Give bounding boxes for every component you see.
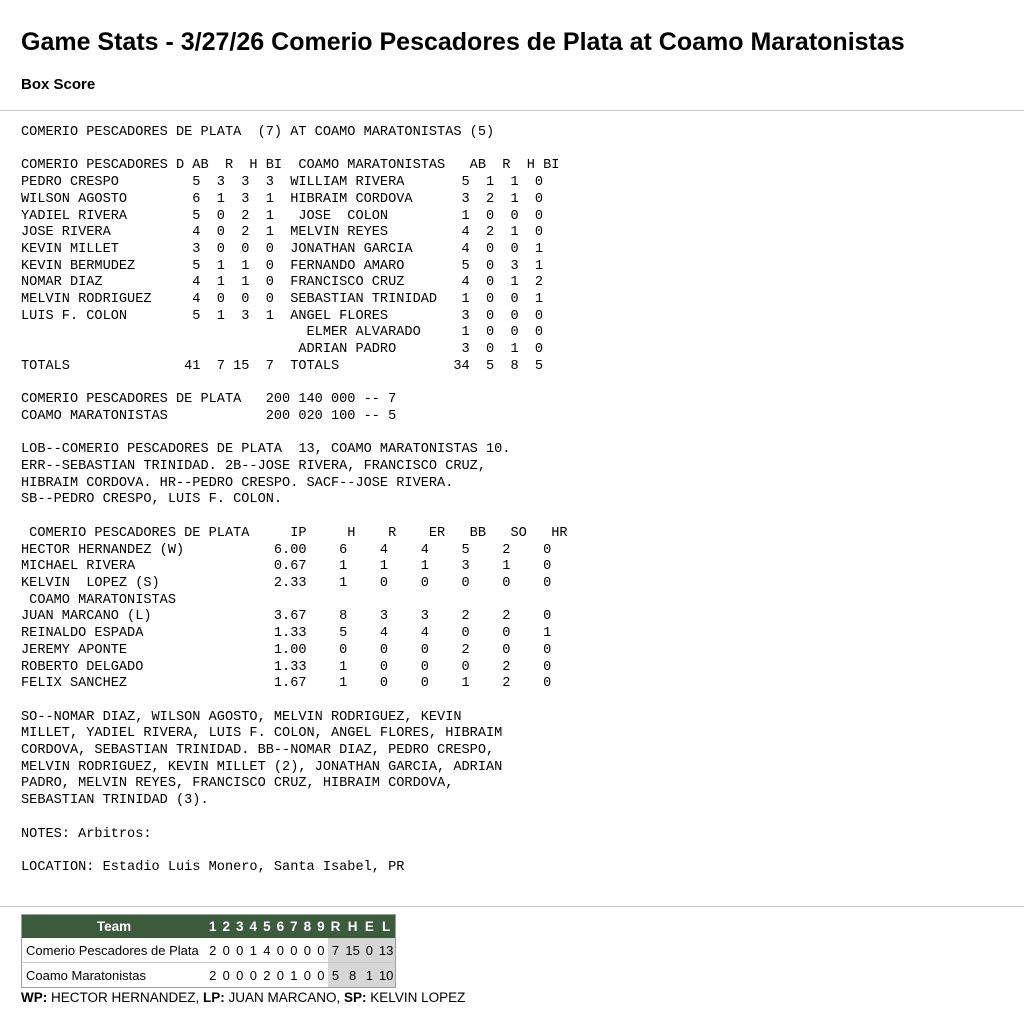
header-inning-8: 8: [301, 915, 315, 939]
header-inning-4: 4: [247, 915, 261, 939]
line-score-header-row: [22, 915, 396, 939]
header-inning-3: 3: [233, 915, 247, 939]
inning-score: 0: [301, 963, 315, 988]
table-row: [22, 963, 396, 988]
inning-score: 4: [263, 942, 271, 958]
inning-score: 0: [303, 942, 311, 958]
header-inning-1: 1: [206, 915, 220, 939]
inning-score: 0: [274, 963, 288, 988]
team-name: Coamo Maratonistas: [22, 963, 207, 988]
inning-score: 0: [222, 942, 230, 958]
inning-score: 0: [220, 963, 234, 988]
bottom-divider: [0, 906, 1024, 907]
inning-score: 2: [260, 963, 274, 988]
line-score-table: [21, 914, 396, 988]
header-errors: E: [362, 915, 377, 939]
total-errors: 0: [362, 938, 377, 963]
inning-score: 0: [290, 942, 298, 958]
lp-label: LP:: [203, 990, 225, 1005]
pitching-decisions: [21, 989, 465, 1006]
inning-score: 1: [287, 963, 301, 988]
losing-pitcher: JUAN MARCANO,: [224, 990, 345, 1005]
page-title: Game Stats - 3/27/26 Comerio Pescadores de Plata at Coamo Maratonistas: [21, 28, 905, 56]
total-runs: 5: [328, 963, 344, 988]
winning-pitcher: HECTOR HERNANDEZ,: [47, 990, 204, 1005]
inning-score: 0: [314, 963, 328, 988]
total-hits: 15: [343, 938, 361, 963]
inning-score: 0: [236, 942, 244, 958]
total-runs: 7: [328, 938, 344, 963]
header-inning-5: 5: [260, 915, 274, 939]
table-row: [22, 938, 396, 963]
box-score-heading: Box Score: [21, 76, 96, 93]
inning-score: 1: [249, 942, 257, 958]
header-hits: H: [343, 915, 361, 939]
header-inning-6: 6: [274, 915, 288, 939]
total-lob: 13: [377, 938, 396, 963]
top-divider: [0, 110, 1024, 111]
header-team: Team: [22, 915, 207, 939]
inning-score: 0: [276, 942, 284, 958]
inning-score: 0: [247, 963, 261, 988]
inning-score: 0: [317, 942, 325, 958]
sp-label: SP:: [344, 990, 367, 1005]
inning-score: 2: [209, 942, 217, 958]
team-name: Comerio Pescadores de Plata: [26, 942, 199, 958]
save-pitcher: KELVIN LOPEZ: [366, 990, 466, 1005]
header-runs: R: [328, 915, 344, 939]
total-hits: 8: [343, 963, 361, 988]
inning-score: 0: [233, 963, 247, 988]
header-inning-9: 9: [314, 915, 328, 939]
inning-score: 2: [206, 963, 220, 988]
wp-label: WP:: [21, 990, 48, 1005]
total-errors: 1: [362, 963, 377, 988]
header-lob: L: [377, 915, 396, 939]
box-score-text: COMERIO PESCADORES DE PLATA (7) AT COAMO MARATONISTAS (5) COMERIO PESCADORES D AB R H BI COAMO MARATONISTAS AB R H BI PEDRO CRESPO 5 3 3 3 WILLIAM RIVERA 5 1 1 0 WILSON AGOSTO 6 1 3 1 HIBRAIM CORDOVA 3 2 1 0 YADIEL RIVERA 5 0 2 1 JOSE COLON 1 0 0 0 JOSE RIVERA 4 0 2 1 MELVIN REYES 4 2 1 0 KEVIN MILLET 3 0 0 0 JONATHAN GARCIA 4 0 0 1 KEVIN BERMUDEZ 5 1 1 0 FERNANDO AMARO 5 0 3 1 NOMAR DIAZ 4 1 1 0 FRANCISCO CRUZ 4 0 1 2 MELVIN RODRIGUEZ 4 0 0 0 SEBASTIAN TRINIDAD 1 0 0 1 LUIS F. COLON 5 1 3 1 ANGEL FLORES 3 0 0 0 ELMER ALVARADO 1 0 0 0 ADRIAN PADRO 3 0 1 0 TOTALS 41 7 15 7 TOTALS 34 5 8 5 COMERIO PESCADORES DE PLATA 200 140 000 -- 7 COAMO MARATONISTAS 200 020 100 -- 5 LOB--COMERIO PESCADORES DE PLATA 13, COAMO MARATONISTAS 10. ERR--SEBASTIAN TRINIDAD. 2B--JOSE RIVERA, FRANCISCO CRUZ, HIBRAIM CORDOVA. HR--PEDRO CRESPO. SACF--JOSE RIVERA. SB--PEDRO CRESPO, LUIS F. COLON. COMERIO PESCADORES DE PLATA IP H R ER BB SO HR HECTOR HERNANDEZ (W) 6.00 6 4 4 5 2 0 MICHAEL RIVERA 0.67 1 1 1 3 1 0 KELVIN LOPEZ (S) 2.33 1 0 0 0 0 0 COAMO MARATONISTAS JUAN MARCANO (L) 3.67 8 3 3 2 2 0 REINALDO ESPADA 1.33 5 4 4 0 0 1 JEREMY APONTE 1.00 0 0 0 2 0 0 ROBERTO DELGADO 1.33 1 0 0 0 2 0 FELIX SANCHEZ 1.67 1 0 0 1 2 0 SO--NOMAR DIAZ, WILSON AGOSTO, MELVIN RODRIGUEZ, KEVIN MILLET, YADIEL RIVERA, LUIS F. COLON, ANGEL FLORES, HIBRAIM CORDOVA, SEBASTIAN TRINIDAD. BB--NOMAR DIAZ, PEDRO CRESPO, MELVIN RODRIGUEZ, KEVIN MILLET (2), JONATHAN GARCIA, ADRIAN PADRO, MELVIN REYES, FRANCISCO CRUZ, HIBRAIM CORDOVA, SEBASTIAN TRINIDAD (3). NOTES: Arbitros: LOCATION: Estadio Luis Monero, Santa Isabel, PR: [21, 125, 568, 875]
header-inning-7: 7: [287, 915, 301, 939]
total-lob: 10: [377, 963, 396, 988]
header-inning-2: 2: [220, 915, 234, 939]
